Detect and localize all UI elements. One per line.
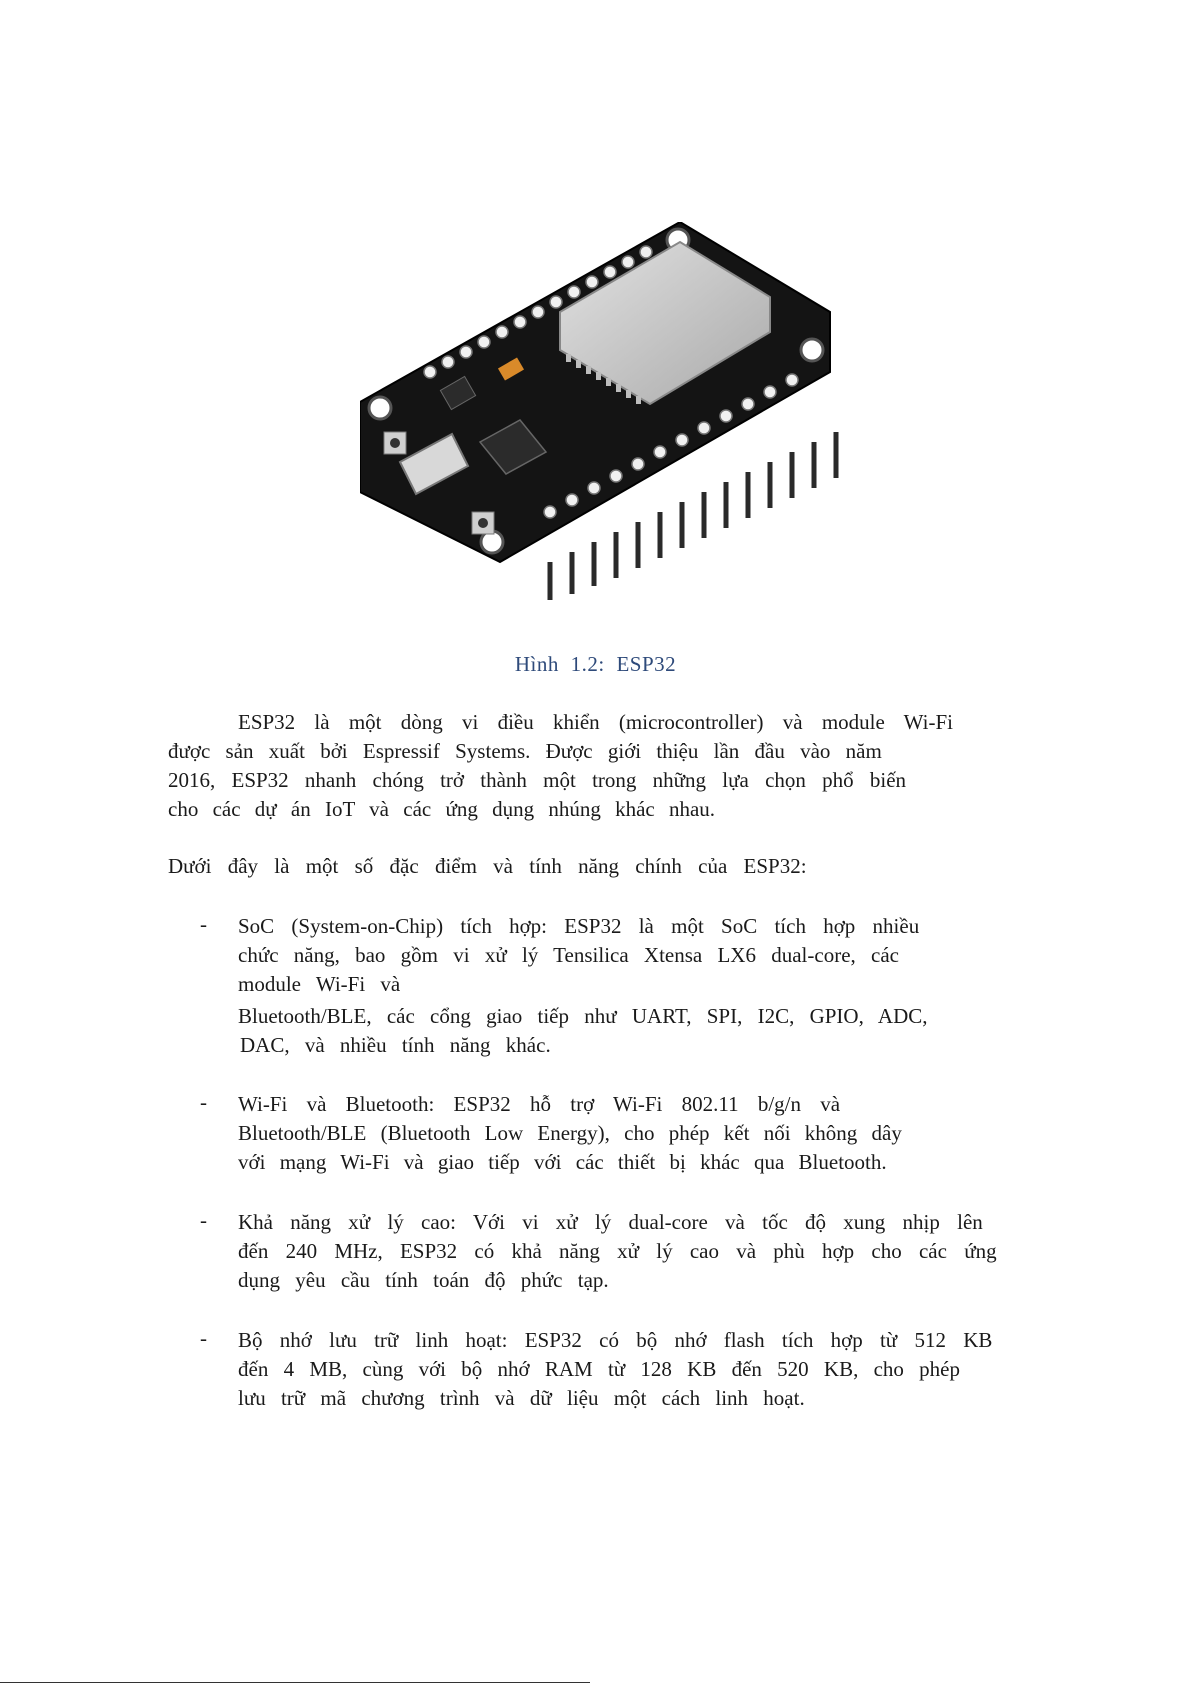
bullet-line: SoC (System-on-Chip) tích hợp: ESP32 là một SoC tích hợp nhiều	[238, 914, 920, 938]
bullet-line: Bộ nhớ lưu trữ linh hoạt: ESP32 có bộ nhớ flash tích hợp từ 512 KB	[238, 1328, 993, 1352]
bullet-item	[238, 1326, 992, 1413]
bullet-line: dụng yêu cầu tính toán độ phức tạp.	[238, 1268, 609, 1292]
bullet-marker: -	[200, 1326, 207, 1350]
mount-hole-bottom-right	[801, 339, 823, 361]
bullet-line: đến 4 MB, cùng với bộ nhớ RAM từ 128 KB đến 520 KB, cho phép	[238, 1357, 960, 1381]
esp32-board-image	[360, 222, 920, 632]
boot-button	[384, 432, 406, 454]
reset-button	[472, 512, 494, 534]
bullet-item	[238, 912, 928, 1060]
bullet-marker: -	[200, 912, 207, 936]
mount-hole-top-left	[369, 397, 391, 419]
figure-caption: Hình 1.2: ESP32	[514, 652, 677, 676]
footnote-rule	[0, 1682, 590, 1683]
bullet-line: Wi-Fi và Bluetooth: ESP32 hỗ trợ Wi-Fi 802.11 b/g/n và	[238, 1092, 841, 1116]
bullet-line: module Wi-Fi và	[238, 972, 401, 996]
bullet-line: Bluetooth/BLE (Bluetooth Low Energy), cho phép kết nối không dây	[238, 1121, 902, 1145]
bullet-line: Khả năng xử lý cao: Với vi xử lý dual-core và tốc độ xung nhịp lên	[238, 1210, 983, 1234]
intro-paragraph	[168, 708, 953, 824]
bullet-item	[238, 1090, 902, 1177]
esp32-board-illustration	[360, 222, 920, 632]
bullet-line: chức năng, bao gồm vi xử lý Tensilica Xtensa LX6 dual-core, các	[238, 943, 899, 967]
bullet-line: với mạng Wi-Fi và giao tiếp với các thiết bị khác qua Bluetooth.	[238, 1150, 887, 1174]
intro-line: 2016, ESP32 nhanh chóng trở thành một trong những lựa chọn phổ biến	[168, 768, 907, 792]
pcb-board	[360, 222, 830, 562]
intro-line: ESP32 là một dòng vi điều khiển (microcontroller) và module Wi-Fi	[238, 710, 954, 734]
bullet-line: đến 240 MHz, ESP32 có khả năng xử lý cao và phù hợp cho các ứng	[238, 1239, 997, 1263]
features-heading: Dưới đây là một số đặc điểm và tính năng chính của ESP32:	[168, 854, 807, 878]
bullet-line: lưu trữ mã chương trình và dữ liệu một cách linh hoạt.	[238, 1386, 805, 1410]
bullet-marker: -	[200, 1090, 207, 1114]
bullet-line: DAC, và nhiều tính năng khác.	[240, 1033, 551, 1057]
bullet-marker: -	[200, 1208, 207, 1232]
bullet-line: Bluetooth/BLE, các cổng giao tiếp như UART, SPI, I2C, GPIO, ADC,	[238, 1004, 928, 1028]
intro-line: cho các dự án IoT và các ứng dụng nhúng khác nhau.	[168, 797, 716, 821]
intro-line: được sản xuất bởi Espressif Systems. Được giới thiệu lần đầu vào năm	[168, 739, 882, 763]
bullet-item	[238, 1208, 997, 1295]
